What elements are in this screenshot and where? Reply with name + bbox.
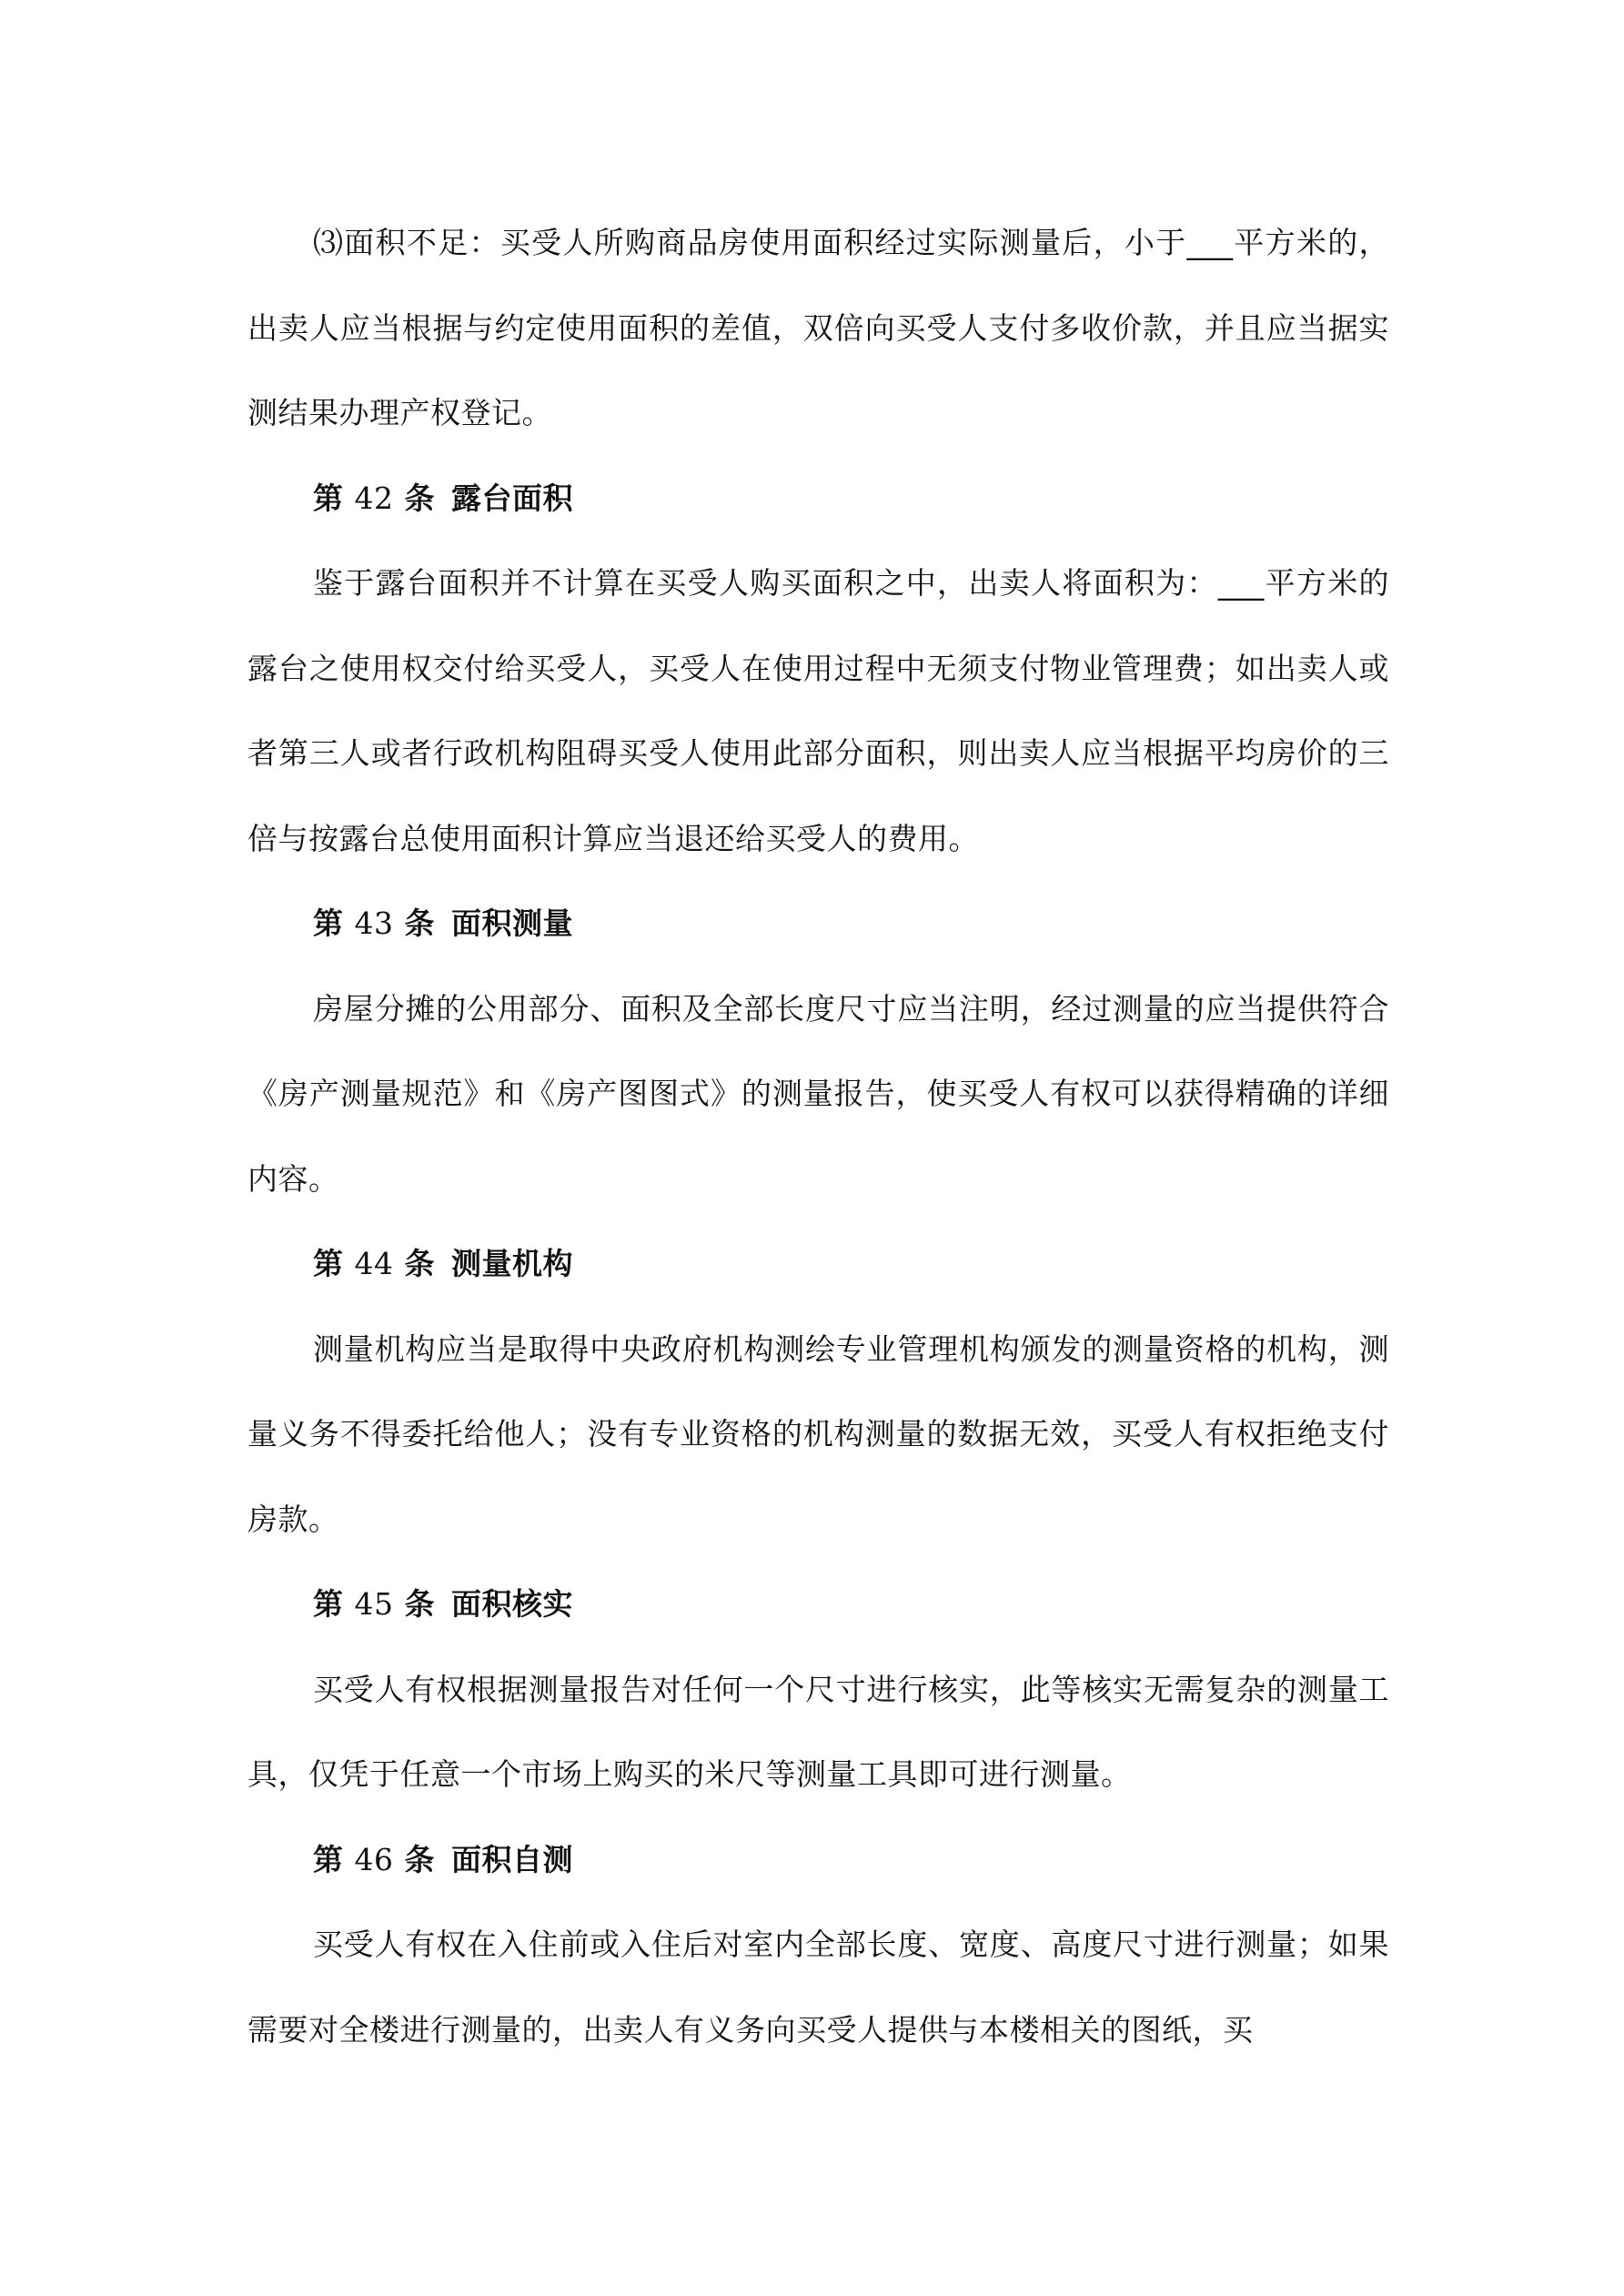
article-title: 露台面积 bbox=[451, 480, 573, 516]
document-body bbox=[247, 200, 1389, 2072]
article-suffix: 条 bbox=[404, 1246, 435, 1281]
article-title: 面积自测 bbox=[451, 1841, 573, 1877]
paragraph-terrace-area: 鉴于露台面积并不计算在买受人购买面积之中，出卖人将面积为：___平方米的露台之使用权交付给买受人，买受人在使用过程中无须支付物业管理费；如出卖人或者第三人或者行政机构阻碍买受人使用此部分面积，则出卖人应当根据平均房价的三倍与按露台总使用面积计算应当退还给买受人的费用。 bbox=[247, 565, 1389, 856]
article-heading-44 bbox=[247, 1221, 1389, 1307]
article-prefix: 第 bbox=[313, 480, 344, 516]
paragraph-measurement-agency: 测量机构应当是取得中央政府机构测绘专业管理机构颁发的测量资格的机构，测量义务不得委托给他人；没有专业资格的机构测量的数据无效，买受人有权拒绝支付房款。 bbox=[247, 1330, 1389, 1537]
article-suffix: 条 bbox=[404, 1586, 435, 1622]
article-number: 46 bbox=[354, 1841, 394, 1877]
article-title: 测量机构 bbox=[451, 1246, 573, 1281]
article-title: 面积测量 bbox=[451, 905, 573, 941]
paragraph-self-measurement: 买受人有权在入住前或入住后对室内全部长度、宽度、高度尺寸进行测量；如果需要对全楼进行测量的，出卖人有义务向买受人提供与本楼相关的图纸，买 bbox=[247, 1927, 1389, 2048]
paragraph-area-measurement: 房屋分摊的公用部分、面积及全部长度尺寸应当注明，经过测量的应当提供符合《房产测量规范》和《房产图图式》的测量报告，使买受人有权可以获得精确的详细内容。 bbox=[247, 990, 1389, 1197]
article-number: 45 bbox=[354, 1586, 394, 1622]
paragraph-area-verification: 买受人有权根据测量报告对任何一个尺寸进行核实，此等核实无需复杂的测量工具，仅凭于任意一个市场上购买的米尺等测量工具即可进行测量。 bbox=[247, 1671, 1389, 1792]
article-number: 44 bbox=[354, 1246, 394, 1281]
article-prefix: 第 bbox=[313, 1246, 344, 1281]
article-heading-43 bbox=[247, 881, 1389, 966]
article-prefix: 第 bbox=[313, 1586, 344, 1622]
article-prefix: 第 bbox=[313, 1841, 344, 1877]
article-suffix: 条 bbox=[404, 480, 435, 516]
article-heading-45 bbox=[247, 1562, 1389, 1647]
article-title: 面积核实 bbox=[451, 1586, 573, 1622]
article-prefix: 第 bbox=[313, 905, 344, 941]
article-heading-42 bbox=[247, 456, 1389, 541]
article-heading-46 bbox=[247, 1817, 1389, 1903]
article-number: 43 bbox=[354, 905, 394, 941]
article-suffix: 条 bbox=[404, 1841, 435, 1877]
article-suffix: 条 bbox=[404, 905, 435, 941]
paragraph-area-shortfall: ⑶面积不足：买受人所购商品房使用面积经过实际测量后，小于___平方米的，出卖人应当根据与约定使用面积的差值，双倍向买受人支付多收价款，并且应当据实测结果办理产权登记。 bbox=[247, 225, 1389, 430]
article-number: 42 bbox=[354, 480, 394, 516]
